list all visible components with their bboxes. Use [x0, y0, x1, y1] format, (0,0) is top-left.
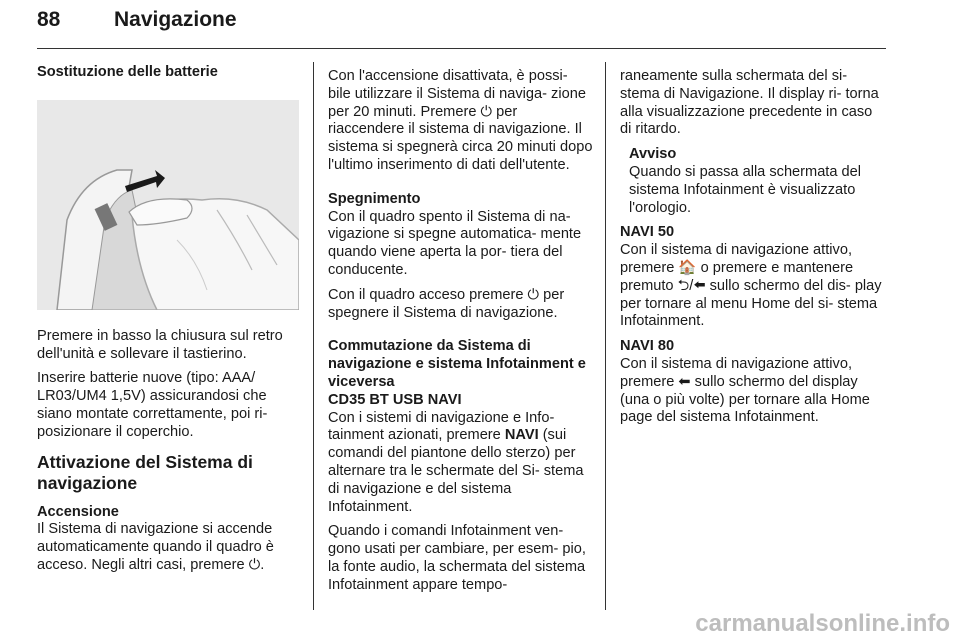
paragraph: Quando i comandi Infotainment ven- gono usati per cambiare, per esem- pio, la fonte audio, la schermata del sistema Infotainment appare tempo- [328, 523, 586, 593]
paragraph [328, 410, 593, 517]
watermark: carmanualsonline.info [695, 610, 950, 637]
paragraph: Inserire batterie nuove (tipo: AAA/ LR03/UM4 1,5V) assicurandosi che siano montate correttamente, poi ri- posizionare il coperchio. [37, 370, 268, 440]
paragraph: Premere in basso la chiusura sul retro dell'unità e sollevare il tastierino. [37, 327, 283, 362]
battery-cover-illustration [37, 100, 299, 310]
subheading-navi80: NAVI 80 [620, 338, 675, 355]
page-section-title: Navigazione [114, 8, 237, 31]
paragraph: raneamente sulla schermata del si- stema di Navigazione. Il display ri- torna alla visualizzazione precedente in caso di ritardo. [620, 68, 879, 138]
note-title: Avviso [629, 146, 677, 163]
paragraph: Con il quadro spento il Sistema di na- vigazione si spegne automatica- mente quando viene aperta la por- tiera del conducente. [328, 208, 582, 278]
paragraph: Con il sistema di navigazione attivo, premere 🏠 o premere e mantenere premuto ⮌/⬅ sullo schermo del dis- play per tornare al menu Home del si- stema Infotainment. [620, 242, 882, 330]
subheading-cd35: CD35 BT USB NAVI [328, 391, 462, 408]
subheading-switch-on: Accensione [37, 503, 119, 520]
navi-button-label: NAVI [504, 427, 539, 444]
column-divider-1 [313, 62, 314, 610]
paragraph: Con il sistema di navigazione attivo, premere ⬅ sullo schermo del display (una o più volte) per tornare alla Home page del sistema Infotainment. [620, 355, 870, 426]
heading-navigation-activation: Attivazione del Sistema di navigazione [37, 451, 253, 493]
heading-battery-replacement: Sostituzione delle batterie [37, 64, 218, 80]
page-number: 88 [37, 8, 61, 31]
subheading-navi50: NAVI 50 [620, 224, 675, 241]
note-text: Quando si passa alla schermata del sistema Infotainment è visualizzato l'orologio. [629, 163, 862, 216]
column-3 [620, 68, 887, 434]
text: (sui comandi del piantone dello sterzo) per alternare tra le schermate del Si- stema di navigazione e del sistema Infotainment. [328, 427, 584, 515]
column-1 [37, 64, 299, 582]
note-box [620, 146, 887, 217]
paragraph: Con l'accensione disattivata, è possi- bile utilizzare il Sistema di naviga- zione per 20 minuti. Premere ⏻ per riaccendere il sistema di navigazione. Il sistema si spegnerà circa 20 minuti dopo l'ultimo inserimento di dati dell'utente. [328, 68, 593, 173]
column-divider-2 [605, 62, 606, 610]
text: Con i sistemi di navigazione e Info- tainment azionati, premere [328, 409, 555, 444]
paragraph: Con il quadro acceso premere ⏻ per spegnere il Sistema di navigazione. [328, 286, 565, 321]
subheading-switch-off: Spegnimento [328, 190, 421, 207]
paragraph: Il Sistema di navigazione si accende automaticamente quando il quadro è acceso. Negli altri casi, premere ⏻. [37, 521, 274, 573]
column-2 [328, 68, 593, 602]
subheading-switching: Commutazione da Sistema di navigazione e sistema Infotainment e viceversa [328, 338, 586, 390]
header-rule [37, 48, 886, 49]
